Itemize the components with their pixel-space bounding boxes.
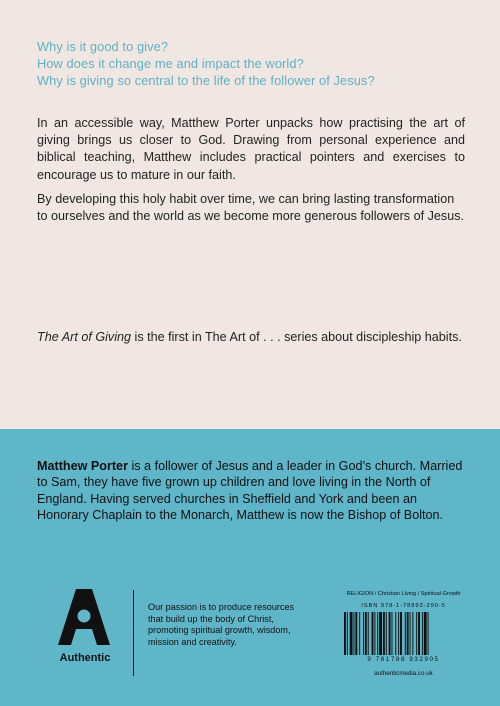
- vertical-divider: [133, 590, 134, 676]
- book-title: The Art of Giving: [37, 330, 132, 344]
- author-bio: [37, 458, 467, 524]
- question-3: Why is giving so central to the life of the follower of Jesus?: [37, 73, 375, 88]
- blurb-paragraph-1: In an accessible way, Matthew Porter unpacks how practising the art of giving brings us closer to God. Drawing from personal experience and biblical teaching, Matthew includes practical pointers and exercises to encourage us to mature in our faith.: [37, 116, 465, 182]
- question-2: How does it change me and impact the world?: [37, 56, 304, 71]
- barcode-icon: [344, 612, 464, 655]
- publisher-website: authenticmedia.co.uk: [374, 670, 433, 677]
- publisher-logo-name: Authentic: [59, 652, 111, 664]
- barcode-number: 9 781788 932905: [367, 656, 440, 663]
- author-name: Matthew Porter: [37, 459, 128, 473]
- question-list: [37, 38, 477, 89]
- series-note-text: is the first in The Art of . . . series about discipleship habits.: [131, 330, 462, 344]
- question-1: Why is it good to give?: [37, 39, 169, 54]
- publisher-passion-statement: Our passion is to produce resources that build up the body of Christ, promoting spiritual growth, wisdom, mission and creativity.: [148, 602, 295, 647]
- authentic-logo-icon: [58, 589, 110, 645]
- isbn-label: ISBN 978-1-78893-290-5: [361, 603, 446, 609]
- series-note: [37, 329, 465, 346]
- author-bio-text: is a follower of Jesus and a leader in God’s church. Married to Sam, they have five grown up children and love living in the North of England. Having served churches in Sheffield and York and been an Honorary Chaplain to the Monarch, Matthew is now the Bishop of Bolton.: [37, 459, 463, 523]
- barcode-block: [336, 591, 471, 681]
- category-label: RELIGION / Christian Living / Spiritual Growth: [346, 591, 461, 597]
- blurb-paragraph-2: By developing this holy habit over time, we can bring lasting transformation to ourselves and the world as we become more generous followers of Jesus.: [37, 192, 465, 224]
